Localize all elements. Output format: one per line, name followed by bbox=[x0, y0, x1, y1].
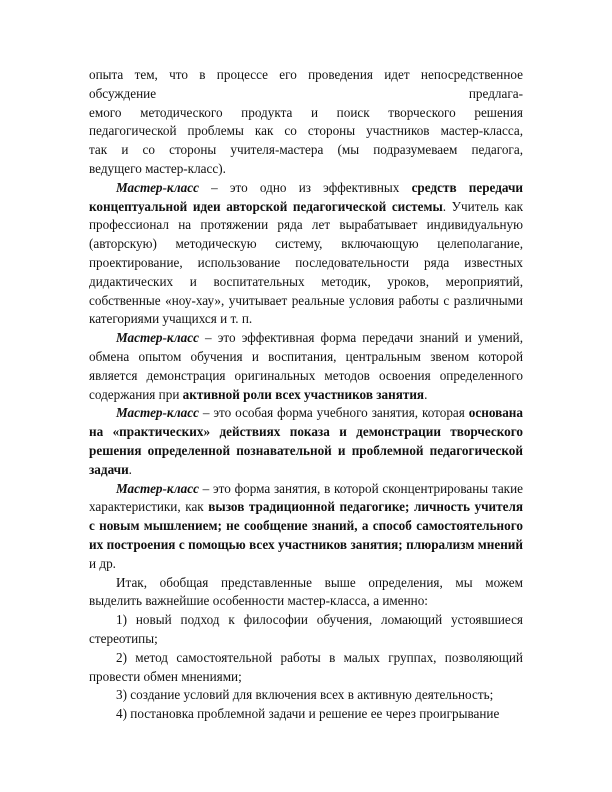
definition-emphasis: основана на «практических» действиях показа и демонстрации творческого решения определенной познавательной и проблемной педагогической задачи bbox=[89, 405, 523, 477]
definition-emphasis: вызов традиционной педагогике; личность учителя с новым мышлением; не сообщение знаний, а способ самостоятельного их построения с помощью всех участников занятия; плюрализм мнений bbox=[89, 499, 523, 552]
definition-text: – это одно из эффективных bbox=[198, 179, 412, 195]
intro-line: так и со стороны учителя-мастера (мы подразумеваем педагога, bbox=[89, 142, 523, 158]
intro-line: педагогической проблемы как со стороны участников мастер-класса, bbox=[89, 123, 523, 139]
definition-text: – это особая форма учебного занятия, которая bbox=[198, 405, 469, 421]
intro-line bbox=[89, 85, 523, 104]
definition-paragraph-3 bbox=[89, 404, 523, 479]
intro-line: опыта тем, что в процессе его проведения идет непосредственное bbox=[89, 67, 523, 82]
definition-text: . Учитель как профессионал на протяжении ряда лет вырабатывает индивидуальную (авторскую) методическую систему, включающую целеполагание, проектирование, использование последовательности ряда известных дидактических и воспитательных методик, уроков, мероприятий, собственные «ноу-хау», учитывает реальные условия работы с различными категориями учащихся и т. п. bbox=[89, 198, 523, 327]
intro-word: обсуждение bbox=[89, 85, 157, 101]
definition-paragraph-1 bbox=[89, 179, 523, 329]
definition-emphasis: активной роли всех участников занятия bbox=[182, 386, 425, 402]
definition-text: – это форма занятия, в которой сконцентрированы такие характеристики, как bbox=[89, 480, 523, 515]
list-item-2: 2) метод самостоятельной работы в малых группах, позволяющий провести обмен мнениями; bbox=[89, 649, 523, 684]
list-item-4: 4) постановка проблемной задачи и решение ее через проигрывание bbox=[116, 706, 500, 722]
definition-text: – это эффективная форма передачи знаний и умений, обмена опытом обучения и воспитания, центральным звеном которой является демонстрация оригинальных методов освоения определенного содержания при bbox=[89, 330, 523, 402]
list-item-1: 1) новый подход к философии обучения, ломающий устоявшиеся стереотипы; bbox=[89, 612, 523, 646]
definition-term: Мастер-класс bbox=[116, 480, 199, 496]
definition-term: Мастер-класс bbox=[116, 330, 199, 346]
definition-paragraph-4 bbox=[89, 480, 523, 574]
definition-text: . bbox=[424, 386, 428, 402]
summary-paragraph: Итак, обобщая представленные выше определения, мы можем выделить важнейшие особенности мастер-класса, а именно: bbox=[89, 574, 523, 609]
definition-term: Мастер-класс bbox=[116, 179, 199, 195]
intro-line: ведущего мастер-класс). bbox=[89, 160, 226, 176]
intro-paragraph bbox=[89, 66, 523, 179]
list-item-3: 3) создание условий для включения всех в активную деятельность; bbox=[116, 687, 494, 703]
definition-term: Мастер-класс bbox=[116, 405, 199, 421]
document-page bbox=[89, 66, 523, 724]
definition-emphasis: средств передачи концептуальной идеи авторской педагогической системы bbox=[89, 179, 523, 214]
definition-text: . bbox=[128, 461, 132, 477]
intro-line: емого методического продукта и поиск творческого решения bbox=[89, 104, 523, 120]
definition-paragraph-2 bbox=[89, 329, 523, 404]
intro-word: предлага- bbox=[468, 85, 523, 101]
definition-text: и др. bbox=[89, 555, 116, 571]
